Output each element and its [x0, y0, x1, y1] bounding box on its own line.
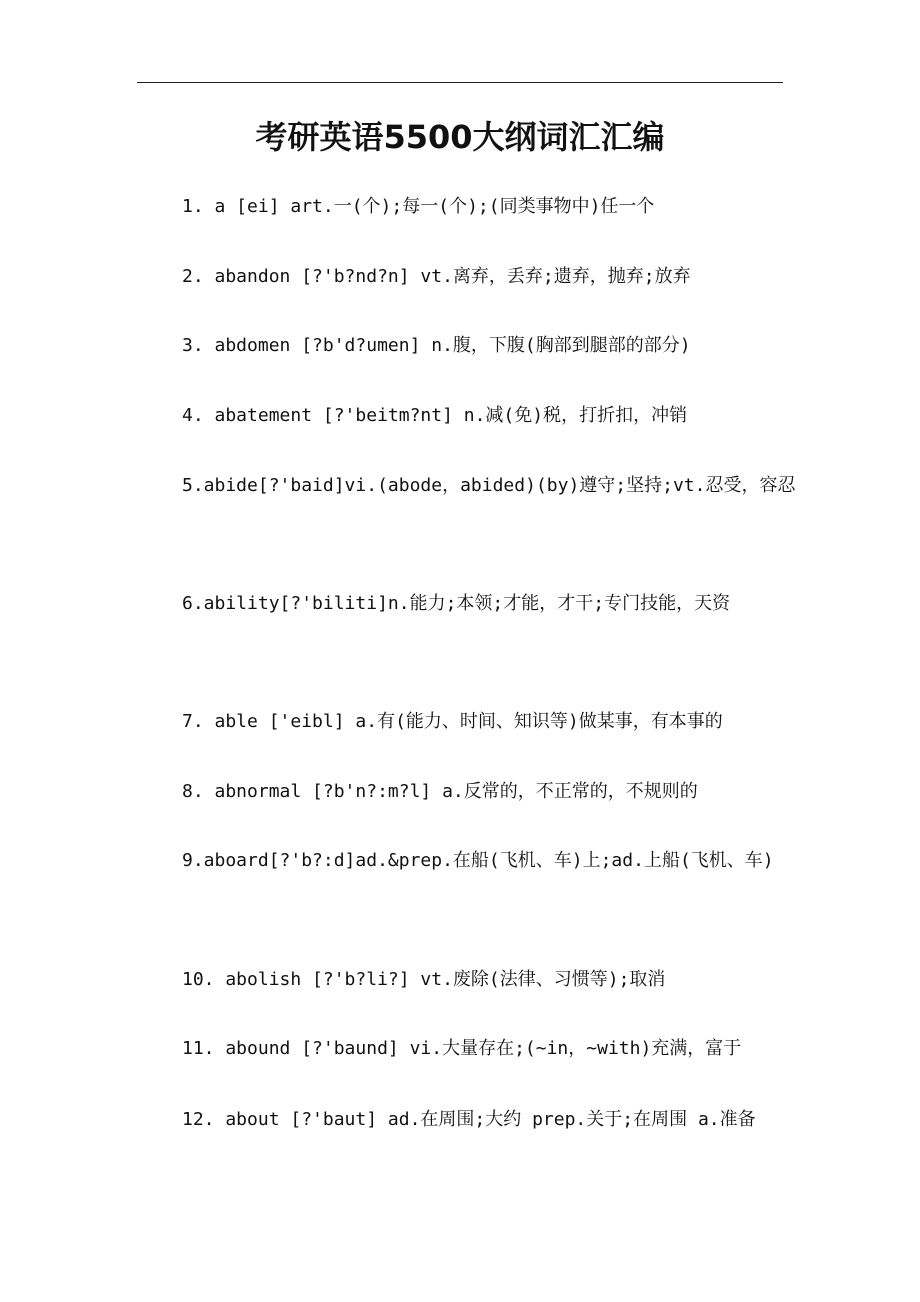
- vocab-entry: 11. abound [?'baund] vi.大量存在;(~in，~with)充满，富于: [182, 1038, 742, 1059]
- vocab-entry: 1. a [ei] art.一(个);每一(个);(同类事物中)任一个: [182, 196, 655, 217]
- vocab-entry: 9.aboard[?'b?:d]ad.&prep.在船(飞机、车)上;ad.上船(飞机、车): [182, 850, 774, 871]
- header-rule: [137, 82, 783, 83]
- page-title: 考研英语5500大纲词汇汇编: [255, 118, 665, 156]
- vocab-entry: 12. about [?'baut] ad.在周围;大约 prep.关于;在周围 a.准备: [182, 1109, 756, 1130]
- vocab-entry: 5.abide[?'baid]vi.(abode，abided)(by)遵守;坚持;vt.忍受，容忍: [182, 475, 796, 496]
- vocab-entry: 8. abnormal [?b'n?:m?l] a.反常的，不正常的，不规则的: [182, 781, 698, 802]
- vocab-entry: 4. abatement [?'beitm?nt] n.减(免)税，打折扣，冲销: [182, 405, 688, 426]
- vocab-entry: 2. abandon [?'b?nd?n] vt.离弃，丢弃;遗弃，抛弃;放弃: [182, 266, 691, 287]
- vocab-entry: 10. abolish [?'b?li?] vt.废除(法律、习惯等);取消: [182, 969, 666, 990]
- vocab-entry: 3. abdomen [?b'd?umen] n.腹，下腹(胸部到腿部的部分): [182, 335, 691, 356]
- vocab-entry: 7. able ['eibl] a.有(能力、时间、知识等)做某事，有本事的: [182, 711, 723, 732]
- vocab-entry: 6.ability[?'biliti]n.能力;本领;才能，才干;专门技能，天资: [182, 593, 731, 614]
